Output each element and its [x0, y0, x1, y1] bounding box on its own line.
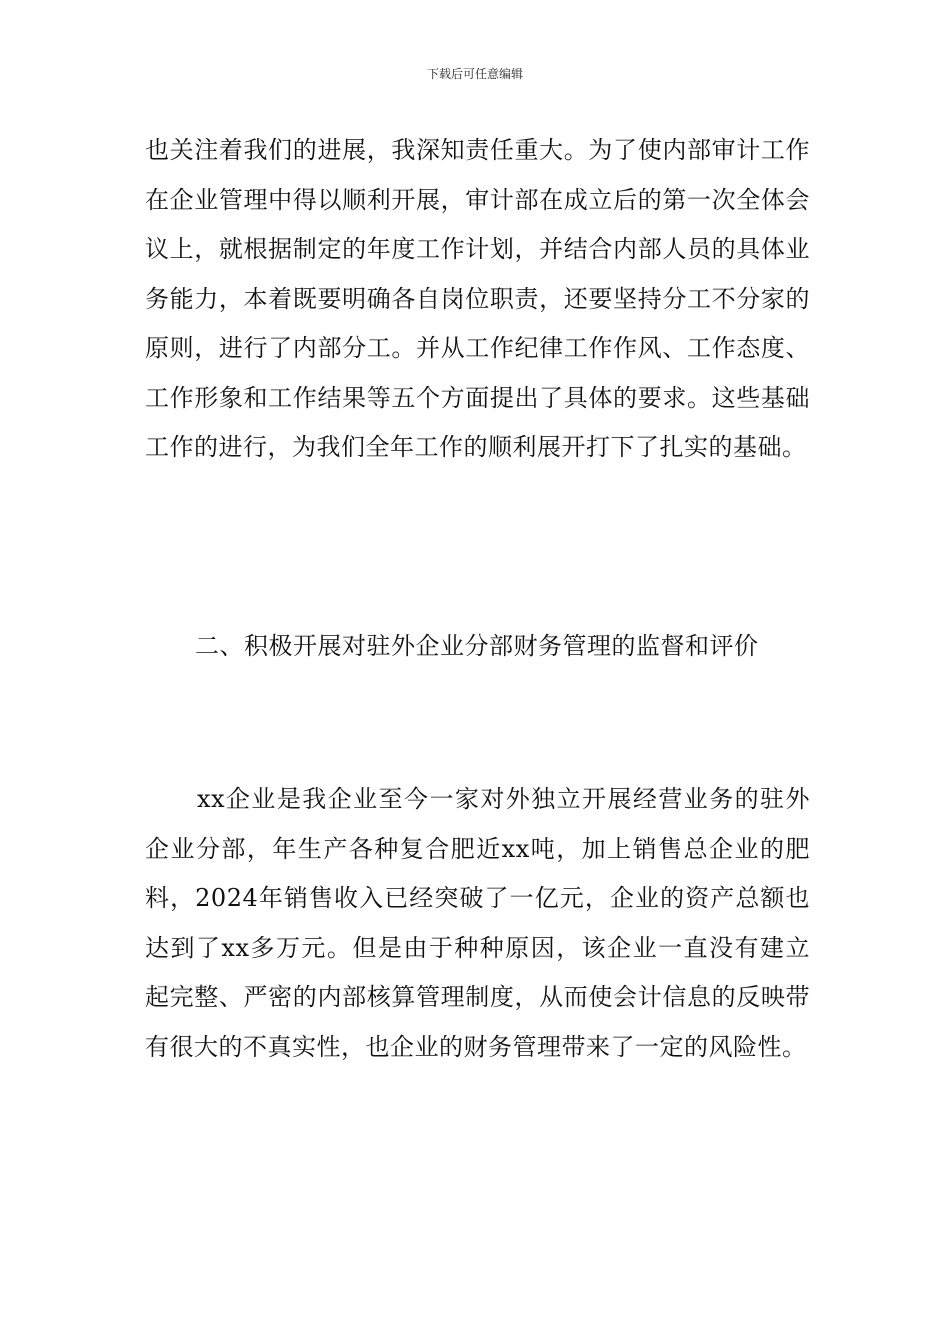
section-heading: 二、积极开展对驻外企业分部财务管理的监督和评价 — [195, 632, 759, 660]
body-paragraph-1: 也关注着我们的进展，我深知责任重大。为了使内部审计工作在企业管理中得以顺利开展，审计部在成立后的第一次全体会议上，就根据制定的年度工作计划，并结合内部人员的具体业务能力，本着既要明确各自岗位职责，还要坚持分工不分家的原则，进行了内部分工。并从工作纪律工作作风、工作态度、工作形象和工作结果等五个方面提出了具体的要求。这些基础工作的进行，为我们全年工作的顺利展开打下了扎实的基础。 — [145, 136, 810, 461]
body-paragraph-2: xx企业是我企业至今一家对外独立开展经营业务的驻外企业分部，年生产各种复合肥近xx吨，加上销售总企业的肥料，2024年销售收入已经突破了一亿元，企业的资产总额也达到了xx多万元。但是由于种种原因，该企业一直没有建立起完整、严密的内部核算管理制度，从而使会计信息的反映带有很大的不真实性，也企业的财务管理带来了一定的风险性。 — [145, 785, 810, 1061]
page-header: 下载后可任意编辑 — [426, 67, 523, 81]
